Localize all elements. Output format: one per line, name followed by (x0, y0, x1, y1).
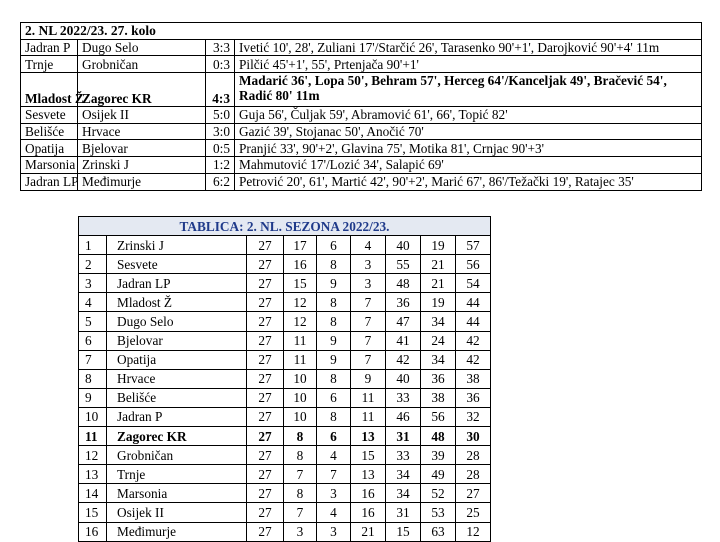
home-team: Belišće (21, 123, 78, 140)
team-name: Sesvete (107, 255, 247, 274)
team-name: Trnje (107, 465, 247, 484)
results-table (20, 22, 702, 191)
points: 27 (456, 484, 491, 503)
goals-for: 42 (386, 350, 421, 369)
home-team: Opatija (21, 140, 78, 157)
losses: 7 (351, 312, 386, 331)
draws: 8 (317, 312, 351, 331)
standings-row (79, 388, 491, 407)
points: 28 (456, 446, 491, 465)
position: 16 (79, 522, 107, 541)
position: 4 (79, 293, 107, 312)
team-name: Zrinski J (107, 236, 247, 255)
position: 14 (79, 484, 107, 503)
standings-table (78, 216, 491, 542)
goals-against: 36 (421, 369, 456, 388)
played: 27 (247, 312, 284, 331)
points: 54 (456, 274, 491, 293)
losses: 11 (351, 388, 386, 407)
played: 27 (247, 446, 284, 465)
goals-for: 40 (386, 236, 421, 255)
away-team: Dugo Selo (78, 39, 206, 56)
position: 8 (79, 369, 107, 388)
standings-row-highlighted (79, 427, 491, 446)
losses: 3 (351, 274, 386, 293)
team-name: Zagorec KR (107, 427, 247, 446)
match-scorers: Madarić 36', Lopa 50', Behram 57', Herceg 64'/Kanceljak 49', Bračević 54', Radić 80' 11m (235, 73, 702, 107)
home-team: Mladost Ž (21, 73, 78, 107)
draws: 3 (317, 484, 351, 503)
position: 7 (79, 350, 107, 369)
goals-for: 48 (386, 274, 421, 293)
wins: 11 (284, 350, 317, 369)
team-name: Belišće (107, 388, 247, 407)
goals-for: 15 (386, 522, 421, 541)
standings-row (79, 484, 491, 503)
wins: 15 (284, 274, 317, 293)
played: 27 (247, 331, 284, 350)
team-name: Mladost Ž (107, 293, 247, 312)
home-team: Marsonia (21, 157, 78, 174)
home-team: Trnje (21, 56, 78, 73)
points: 57 (456, 236, 491, 255)
position: 6 (79, 331, 107, 350)
losses: 3 (351, 255, 386, 274)
played: 27 (247, 522, 284, 541)
points: 42 (456, 350, 491, 369)
goals-against: 63 (421, 522, 456, 541)
draws: 3 (317, 522, 351, 541)
draws: 6 (317, 236, 351, 255)
played: 27 (247, 503, 284, 522)
match-scorers: Gazić 39', Stojanac 50', Anočić 70' (235, 123, 702, 140)
team-name: Međimurje (107, 522, 247, 541)
standings-row (79, 350, 491, 369)
losses: 7 (351, 331, 386, 350)
losses: 11 (351, 407, 386, 426)
played: 27 (247, 293, 284, 312)
match-row-highlighted (21, 73, 702, 107)
team-name: Jadran P (107, 407, 247, 426)
match-score: 5:0 (206, 107, 235, 124)
losses: 13 (351, 427, 386, 446)
draws: 4 (317, 503, 351, 522)
played: 27 (247, 255, 284, 274)
goals-for: 36 (386, 293, 421, 312)
position: 5 (79, 312, 107, 331)
match-scorers: Ivetić 10', 28', Zuliani 17'/Starčić 26', Tarasenko 90'+1', Darojković 90'+4' 11m (235, 39, 702, 56)
goals-for: 46 (386, 407, 421, 426)
played: 27 (247, 369, 284, 388)
away-team: Grobničan (78, 56, 206, 73)
points: 38 (456, 369, 491, 388)
draws: 8 (317, 369, 351, 388)
standings-row (79, 274, 491, 293)
wins: 8 (284, 427, 317, 446)
match-score: 6:2 (206, 173, 235, 190)
wins: 10 (284, 388, 317, 407)
played: 27 (247, 388, 284, 407)
goals-against: 56 (421, 407, 456, 426)
team-name: Hrvace (107, 369, 247, 388)
standings-row (79, 293, 491, 312)
standings-row (79, 407, 491, 426)
losses: 16 (351, 503, 386, 522)
away-team: Bjelovar (78, 140, 206, 157)
goals-against: 21 (421, 274, 456, 293)
draws: 9 (317, 350, 351, 369)
goals-for: 47 (386, 312, 421, 331)
position: 3 (79, 274, 107, 293)
draws: 8 (317, 255, 351, 274)
goals-for: 33 (386, 446, 421, 465)
draws: 6 (317, 388, 351, 407)
wins: 7 (284, 465, 317, 484)
played: 27 (247, 350, 284, 369)
draws: 8 (317, 407, 351, 426)
goals-against: 24 (421, 331, 456, 350)
standings-row (79, 522, 491, 541)
wins: 10 (284, 407, 317, 426)
draws: 8 (317, 293, 351, 312)
position: 1 (79, 236, 107, 255)
goals-against: 39 (421, 446, 456, 465)
match-row (21, 39, 702, 56)
losses: 4 (351, 236, 386, 255)
points: 25 (456, 503, 491, 522)
goals-against: 21 (421, 255, 456, 274)
wins: 12 (284, 293, 317, 312)
match-score: 0:3 (206, 56, 235, 73)
position: 13 (79, 465, 107, 484)
match-score: 1:2 (206, 157, 235, 174)
match-score: 0:5 (206, 140, 235, 157)
wins: 3 (284, 522, 317, 541)
draws: 6 (317, 427, 351, 446)
standings-row (79, 236, 491, 255)
goals-for: 31 (386, 427, 421, 446)
goals-against: 34 (421, 350, 456, 369)
points: 42 (456, 331, 491, 350)
draws: 4 (317, 446, 351, 465)
home-team: Jadran LP (21, 173, 78, 190)
match-score: 3:3 (206, 39, 235, 56)
played: 27 (247, 236, 284, 255)
match-row (21, 157, 702, 174)
away-team: Osijek II (78, 107, 206, 124)
goals-for: 31 (386, 503, 421, 522)
wins: 8 (284, 484, 317, 503)
wins: 8 (284, 446, 317, 465)
match-score: 3:0 (206, 123, 235, 140)
team-name: Jadran LP (107, 274, 247, 293)
match-scorers: Guja 56', Čuljak 59', Abramović 61', 66', Topić 82' (235, 107, 702, 124)
goals-for: 33 (386, 388, 421, 407)
played: 27 (247, 465, 284, 484)
away-team: Zagorec KR (78, 73, 206, 107)
losses: 13 (351, 465, 386, 484)
goals-against: 49 (421, 465, 456, 484)
goals-against: 19 (421, 236, 456, 255)
standings-row (79, 503, 491, 522)
match-row (21, 123, 702, 140)
standings-row (79, 312, 491, 331)
draws: 7 (317, 465, 351, 484)
goals-against: 53 (421, 503, 456, 522)
team-name: Grobničan (107, 446, 247, 465)
wins: 12 (284, 312, 317, 331)
away-team: Međimurje (78, 173, 206, 190)
team-name: Opatija (107, 350, 247, 369)
losses: 16 (351, 484, 386, 503)
match-row (21, 107, 702, 124)
goals-for: 40 (386, 369, 421, 388)
played: 27 (247, 274, 284, 293)
standings-row (79, 465, 491, 484)
goals-for: 55 (386, 255, 421, 274)
points: 28 (456, 465, 491, 484)
standings-row (79, 255, 491, 274)
team-name: Bjelovar (107, 331, 247, 350)
team-name: Osijek II (107, 503, 247, 522)
team-name: Marsonia (107, 484, 247, 503)
goals-against: 34 (421, 312, 456, 331)
position: 2 (79, 255, 107, 274)
goals-against: 52 (421, 484, 456, 503)
points: 36 (456, 388, 491, 407)
goals-against: 48 (421, 427, 456, 446)
losses: 9 (351, 369, 386, 388)
played: 27 (247, 427, 284, 446)
match-scorers: Mahmutović 17'/Lozić 34', Salapić 69' (235, 157, 702, 174)
standings-row (79, 331, 491, 350)
points: 30 (456, 427, 491, 446)
away-team: Zrinski J (78, 157, 206, 174)
wins: 10 (284, 369, 317, 388)
points: 44 (456, 293, 491, 312)
losses: 15 (351, 446, 386, 465)
results-title-row (21, 23, 702, 40)
draws: 9 (317, 274, 351, 293)
standings-row (79, 446, 491, 465)
match-score: 4:3 (206, 73, 235, 107)
match-scorers: Petrović 20', 61', Martić 42', 90'+2', Marić 67', 86'/Težački 19', Ratajec 35' (235, 173, 702, 190)
results-title: 2. NL 2022/23. 27. kolo (21, 23, 702, 40)
wins: 17 (284, 236, 317, 255)
goals-against: 38 (421, 388, 456, 407)
position: 11 (79, 427, 107, 446)
losses: 7 (351, 293, 386, 312)
draws: 9 (317, 331, 351, 350)
match-row (21, 56, 702, 73)
position: 9 (79, 388, 107, 407)
match-row (21, 173, 702, 190)
match-row (21, 140, 702, 157)
team-name: Dugo Selo (107, 312, 247, 331)
position: 10 (79, 407, 107, 426)
position: 12 (79, 446, 107, 465)
standings-body (79, 236, 491, 542)
played: 27 (247, 407, 284, 426)
home-team: Jadran P (21, 39, 78, 56)
losses: 7 (351, 350, 386, 369)
goals-for: 41 (386, 331, 421, 350)
goals-for: 34 (386, 484, 421, 503)
standings-row (79, 369, 491, 388)
points: 44 (456, 312, 491, 331)
standings-title: TABLICA: 2. NL. SEZONA 2022/23. (79, 217, 491, 236)
wins: 16 (284, 255, 317, 274)
points: 56 (456, 255, 491, 274)
goals-against: 19 (421, 293, 456, 312)
points: 12 (456, 522, 491, 541)
wins: 11 (284, 331, 317, 350)
losses: 21 (351, 522, 386, 541)
home-team: Sesvete (21, 107, 78, 124)
goals-for: 34 (386, 465, 421, 484)
position: 15 (79, 503, 107, 522)
standings-title-row (79, 217, 491, 236)
match-scorers: Pilčić 45'+1', 55', Prtenjača 90'+1' (235, 56, 702, 73)
played: 27 (247, 484, 284, 503)
points: 32 (456, 407, 491, 426)
away-team: Hrvace (78, 123, 206, 140)
match-scorers: Pranjić 33', 90'+2', Glavina 75', Motika 81', Crnjac 90'+3' (235, 140, 702, 157)
wins: 7 (284, 503, 317, 522)
